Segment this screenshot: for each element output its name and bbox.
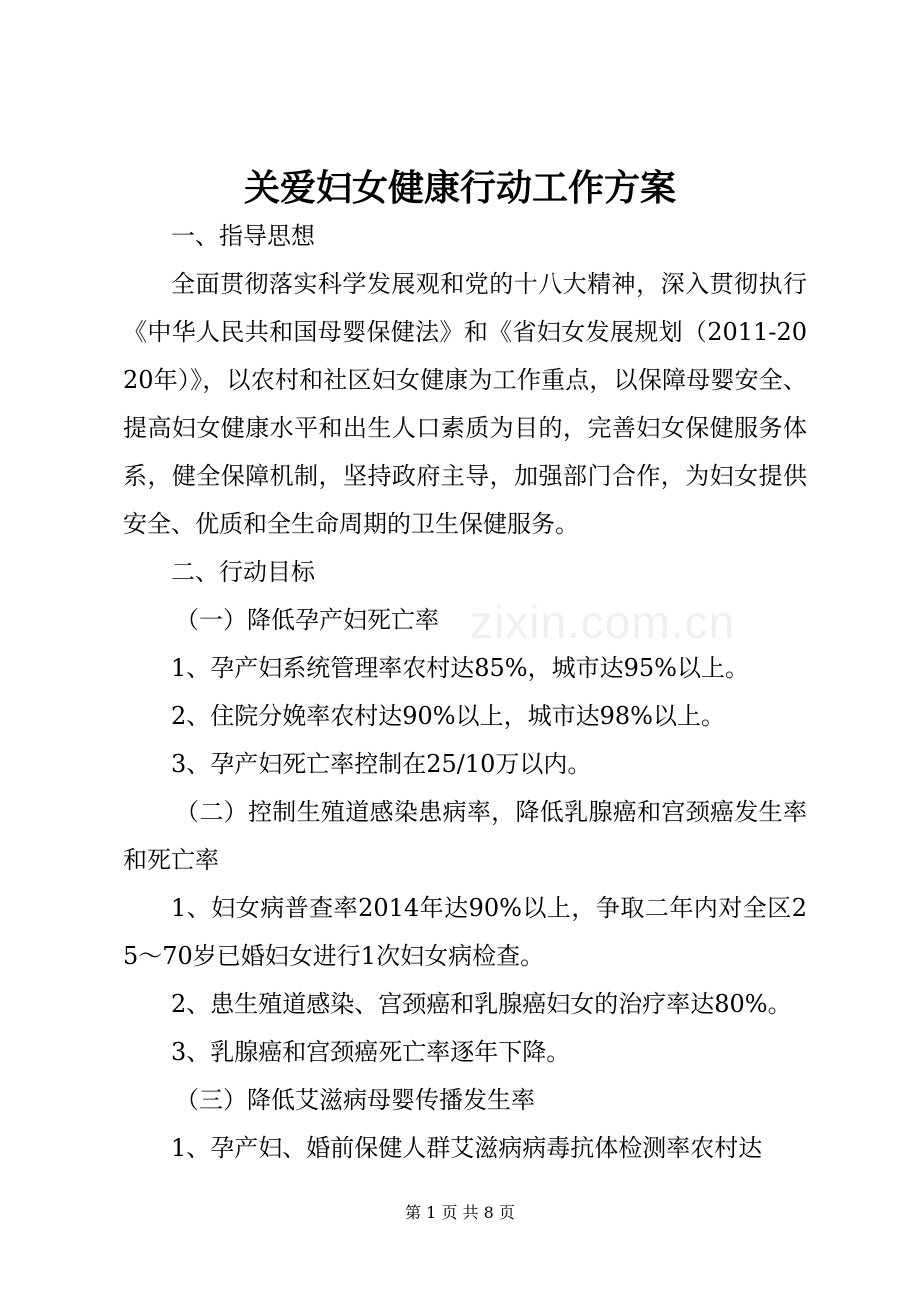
section-heading-action-goals: 二、行动目标 bbox=[171, 558, 315, 586]
subsection-heading-maternal-mortality: （一）降低孕产妇死亡率 bbox=[175, 606, 439, 634]
list-item: 3、孕产妇死亡率控制在25/10万以内。 bbox=[171, 750, 592, 778]
list-item: 3、乳腺癌和宫颈癌死亡率逐年下降。 bbox=[171, 1038, 571, 1066]
list-item: 2、患生殖道感染、宫颈癌和乳腺癌妇女的治疗率达80%。 bbox=[171, 990, 792, 1018]
list-item: 1、妇女病普查率2014年达90%以上，争取二年内对全区25～70岁已婚妇女进行1次妇女病检查。 bbox=[123, 894, 807, 970]
list-item: 2、住院分娩率农村达90%以上，城市达98%以上。 bbox=[171, 702, 725, 730]
site-watermark: zixin.com.cn bbox=[470, 596, 736, 648]
subsection-heading-hiv-transmission: （三）降低艾滋病母婴传播发生率 bbox=[175, 1086, 535, 1114]
page-number-footer: 第 1 页 共 8 页 bbox=[405, 1203, 515, 1222]
document-body bbox=[123, 212, 807, 1172]
document-title: 关爱妇女健康行动工作方案 bbox=[243, 167, 676, 209]
paragraph-guiding-thought: 全面贯彻落实科学发展观和党的十八大精神，深入贯彻执行《中华人民共和国母婴保健法》和《省妇女发展规划（2011-2020年）》，以农村和社区妇女健康为工作重点，以保障母婴安全、提高妇女健康水平和出生人口素质为目的，完善妇女保健服务体系，健全保障机制，坚持政府主导，加强部门合作，为妇女提供安全、优质和全生命周期的卫生保健服务。 bbox=[123, 270, 807, 538]
section-heading-guiding-thought: 一、指导思想 bbox=[171, 222, 315, 250]
subsection-heading-reproductive-infection: （二）控制生殖道感染患病率，降低乳腺癌和宫颈癌发生率和死亡率 bbox=[123, 798, 807, 874]
list-item: 1、孕产妇、婚前保健人群艾滋病病毒抗体检测率农村达 bbox=[171, 1134, 763, 1162]
list-item: 1、孕产妇系统管理率农村达85%，城市达95%以上。 bbox=[171, 654, 749, 682]
